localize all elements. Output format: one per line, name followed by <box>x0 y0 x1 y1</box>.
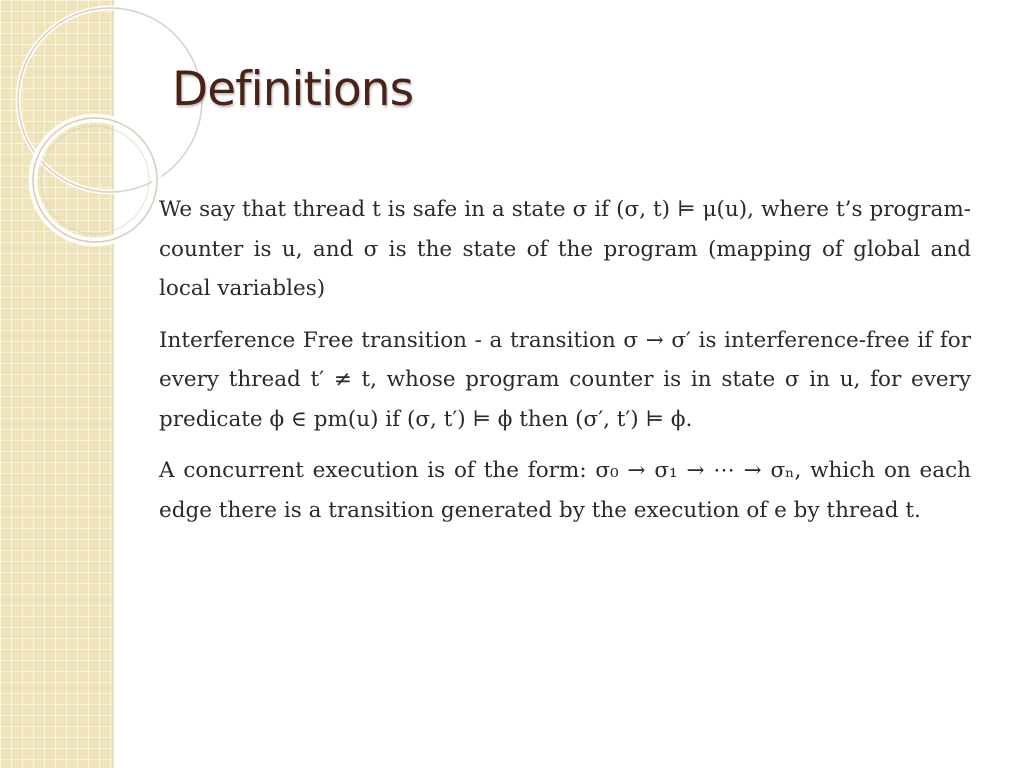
definition-paragraph-concurrent-execution: A concurrent execution is of the form: σ₀ → σ₁ → ⋯ → σₙ, which on each edge there is a transition generated by the execution of e by thread t. <box>159 458 971 523</box>
slide-body <box>159 190 971 542</box>
decorative-circles-icon <box>0 0 120 270</box>
definition-paragraph-safe-thread: We say that thread t is safe in a state σ if (σ, t) ⊨ μ(u), where t’s program-counter is u, and σ is the state of the program (mapping of global and local variables) <box>159 197 971 301</box>
definition-paragraph-interference-free: Interference Free transition - a transition σ → σ′ is interference-free if for every thread t′ ≠ t, whose program counter is in state σ in u, for every predicate ϕ ∈ pm(u) if (σ, t′) ⊨ ϕ then (σ′, t′) ⊨ ϕ. <box>159 327 971 432</box>
slide-title: Definitions <box>172 62 414 117</box>
